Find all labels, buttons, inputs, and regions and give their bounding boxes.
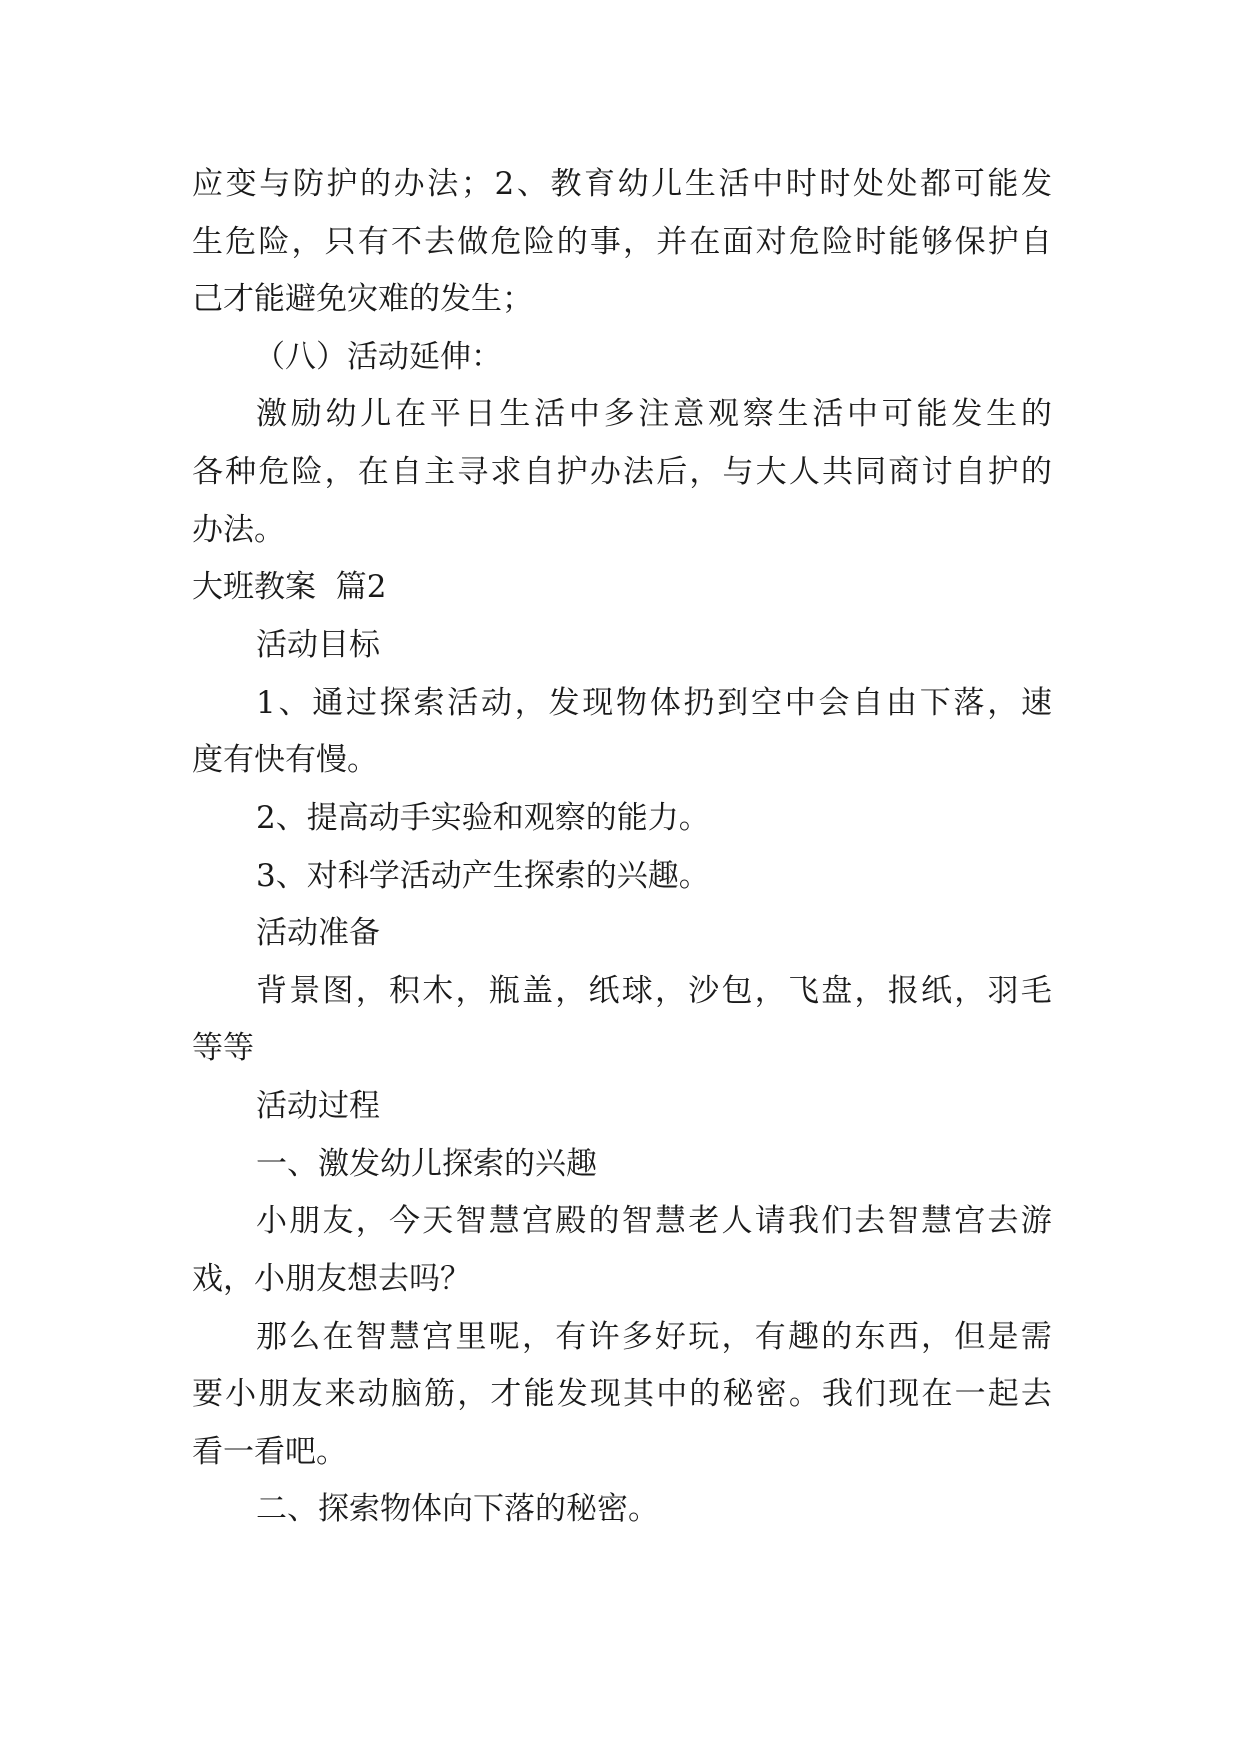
section-heading: 活动过程: [256, 1088, 380, 1124]
text-line: 3、对科学活动产生探索的兴趣。: [256, 858, 710, 894]
text-line: 应 变 与 防 护 的 办 法 ； 2 、 教 育 幼 儿 生 活 中 时 时 处 处 都 可 能 发: [192, 166, 1052, 202]
text-line: 戏，小朋友想去吗？: [192, 1261, 471, 1297]
text-line: 等等: [192, 1030, 254, 1066]
text-line: 各 种 危 险 ， 在 自 主 寻 求 自 护 办 法 后 ， 与 大 人 共 同 商 讨 自 护 的: [192, 454, 1052, 490]
text-line: 要 小 朋 友 来 动 脑 筋 ， 才 能 发 现 其 中 的 秘 密 。 我 们 现 在 一 起 去: [192, 1376, 1052, 1412]
text-line: 背 景 图 ， 积 木 ， 瓶 盖 ， 纸 球 ， 沙 包 ， 飞 盘 ， 报 纸 ， 羽 毛: [256, 973, 1052, 1009]
article-title: 大班教案 篇2: [192, 569, 387, 605]
text-line: 看一看吧。: [192, 1434, 347, 1470]
text-line: 激 励 幼 儿 在 平 日 生 活 中 多 注 意 观 察 生 活 中 可 能 发 生 的: [256, 396, 1052, 432]
text-line: 小 朋 友 ， 今 天 智 慧 宫 殿 的 智 慧 老 人 请 我 们 去 智 慧 宫 去 游: [256, 1203, 1052, 1239]
text-line: 那 么 在 智 慧 宫 里 呢 ， 有 许 多 好 玩 ， 有 趣 的 东 西 ， 但 是 需: [256, 1319, 1052, 1355]
section-heading: （八）活动延伸：: [254, 339, 502, 375]
text-line: 己才能避免灾难的发生；: [192, 281, 533, 317]
text-line: 生 危 险 ， 只 有 不 去 做 危 险 的 事 ， 并 在 面 对 危 险 时 能 够 保 护 自: [192, 224, 1052, 260]
text-line: 度有快有慢。: [192, 742, 378, 778]
text-line: 1 、 通 过 探 索 活 动 ， 发 现 物 体 扔 到 空 中 会 自 由 下 落 ， 速: [256, 685, 1052, 721]
section-heading: 一、激发幼儿探索的兴趣: [256, 1146, 597, 1182]
section-heading: 活动准备: [256, 915, 380, 951]
section-heading: 二、探索物体向下落的秘密。: [256, 1491, 659, 1527]
text-line: 2、提高动手实验和观察的能力。: [256, 800, 710, 836]
section-heading: 活动目标: [256, 627, 380, 663]
text-line: 办法。: [192, 512, 285, 548]
